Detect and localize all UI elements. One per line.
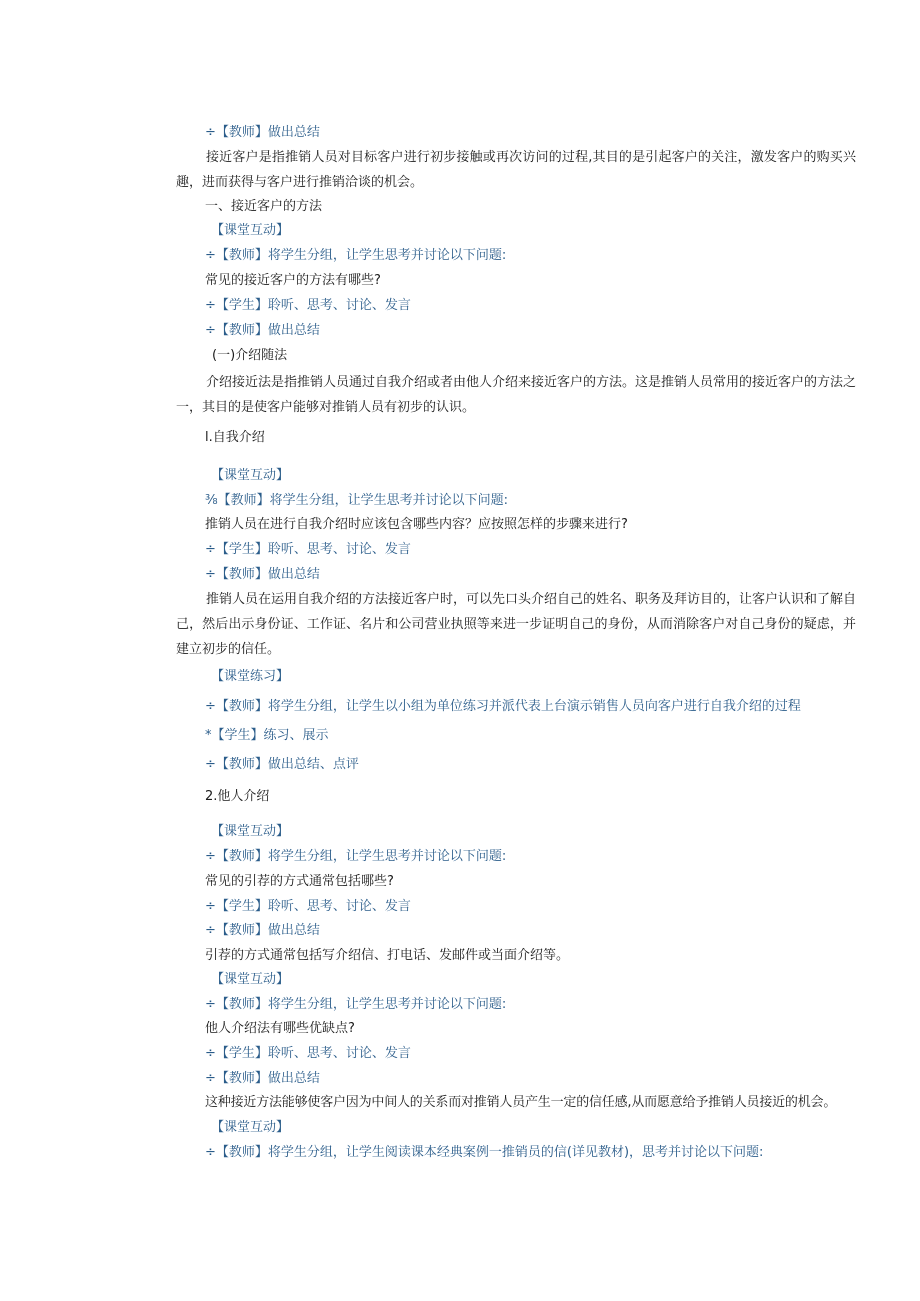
question-line: 常见的接近客户的方法有哪些? — [205, 273, 381, 288]
student-activity-line: ÷【学生】聆听、思考、讨论、发言 — [205, 1046, 411, 1061]
question-line: 常见的引荐的方式通常包括哪些? — [205, 874, 394, 889]
teacher-summary-line: ÷【教师】做出总结 — [205, 923, 320, 938]
teacher-summary-line: ÷【教师】做出总结 — [205, 323, 320, 338]
answer-line: 引荐的方式通常包括写介绍信、打电话、发邮件或当面介绍等。 — [205, 948, 570, 963]
teacher-instruction-line: ⅜【教师】将学生分组，让学生思考并讨论以下问题: — [205, 493, 508, 508]
student-activity-line: *【学生】练习、展示 — [205, 728, 329, 743]
student-activity-line: ÷【学生】聆听、思考、讨论、发言 — [205, 298, 411, 313]
answer-line: 这种接近方法能够使客户因为中间人的关系而对推销人员产生一定的信任感,从而愿意给予推销人员接近的机会。 — [205, 1095, 837, 1110]
classroom-interaction-label: 【课堂互动】 — [211, 223, 290, 238]
student-activity-line: ÷【学生】聆听、思考、讨论、发言 — [205, 542, 411, 557]
classroom-interaction-label: 【课堂互动】 — [211, 972, 290, 987]
section-heading-methods: 一、接近客户的方法 — [205, 199, 323, 214]
classroom-interaction-label: 【课堂互动】 — [211, 1120, 290, 1135]
teacher-instruction-line: ÷【教师】将学生分组，让学生思考并讨论以下问题: — [205, 849, 507, 864]
teacher-summary-line: ÷【教师】做出总结 — [205, 567, 320, 582]
teacher-instruction-line: ÷【教师】将学生分组，让学生阅读课本经典案例一推销员的信(详见教材)，思考并讨论以下问题: — [205, 1145, 764, 1160]
teacher-instruction-line: ÷【教师】将学生分组，让学生以小组为单位练习并派代表上台演示销售人员向客户进行自我介绍的过程 — [205, 699, 801, 714]
subsection-heading-introduction: (一)介绍随法 — [212, 348, 288, 363]
paragraph-self-introduction: 推销人员在运用自我介绍的方法接近客户时，可以先口头介绍自己的姓名、职务及拜访目的，让客户认识和了解自己，然后出示身份证、工作证、名片和公司营业执照等来进一步证明自己的身份，从而消除客户对自己身份的疑虑，并建立初步的信任。 — [176, 592, 857, 657]
teacher-summary-line: ÷【教师】做出总结 — [205, 125, 320, 140]
teacher-instruction-line: ÷【教师】将学生分组，让学生思考并讨论以下问题: — [205, 248, 507, 263]
question-line: 他人介绍法有哪些优缺点? — [205, 1021, 355, 1036]
question-line: 推销人员在进行自我介绍时应该包含哪些内容？应按照怎样的步骤来进行? — [205, 517, 628, 532]
subheading-self-introduction: l.自我介绍 — [205, 430, 265, 445]
teacher-summary-line: ÷【教师】做出总结 — [205, 1071, 320, 1086]
teacher-instruction-line: ÷【教师】将学生分组，让学生思考并讨论以下问题: — [205, 997, 507, 1012]
classroom-interaction-label: 【课堂互动】 — [211, 468, 290, 483]
classroom-practice-label: 【课堂练习】 — [211, 669, 290, 684]
paragraph-introduction-method: 介绍接近法是指推销人员通过自我介绍或者由他人介绍来接近客户的方法。这是推销人员常用的接近客户的方法之一，其目的是使客户能够对推销人员有初步的认识。 — [176, 375, 857, 415]
subheading-third-party-introduction: 2.他人介绍 — [205, 789, 270, 804]
student-activity-line: ÷【学生】聆听、思考、讨论、发言 — [205, 899, 411, 914]
classroom-interaction-label: 【课堂互动】 — [211, 824, 290, 839]
paragraph-approach-definition: 接近客户是指推销人员对目标客户进行初步接触或再次访问的过程,其目的是引起客户的关注，激发客户的购买兴趣，进而获得与客户进行推销洽谈的机会。 — [176, 150, 856, 190]
teacher-summary-line: ÷【教师】做出总结、点评 — [205, 757, 359, 772]
